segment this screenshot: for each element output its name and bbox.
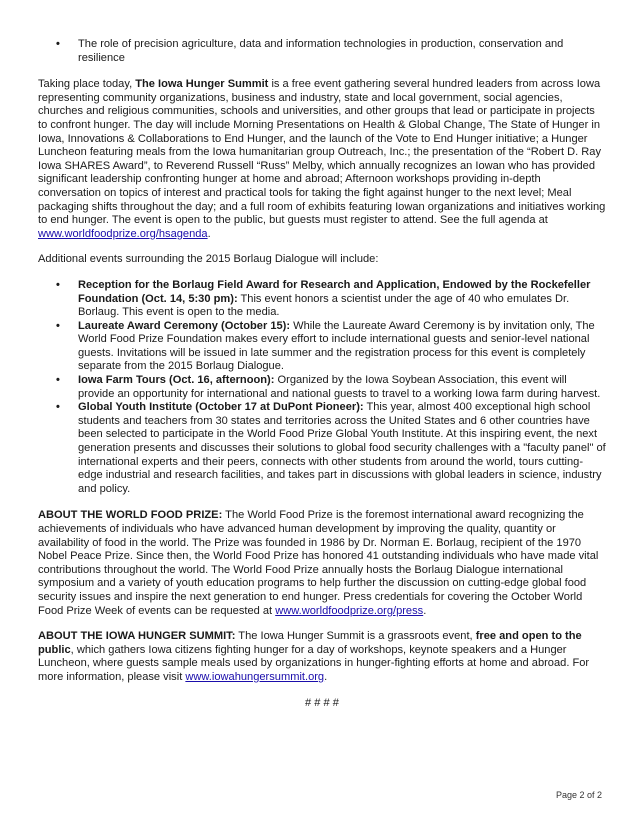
list-item: • The role of precision agriculture, data and information technologies in production, conservation and resilience — [56, 38, 564, 64]
bullet-icon: • — [56, 401, 60, 414]
bullet-icon: • — [56, 374, 60, 387]
event-item-farm-tours: • Iowa Farm Tours (Oct. 16, afternoon): Organized by the Iowa Soybean Association, this event will provide an opportunity for international and national guests to travel to a working Iowa farm during harvest. — [56, 374, 601, 400]
document-page — [38, 38, 606, 722]
bullet-icon: • — [56, 319, 60, 332]
hsagenda-link[interactable]: www.worldfoodprize.org/hsagenda — [38, 227, 208, 240]
event-item-borlaug-field-award: • Reception for the Borlaug Field Award for Research and Application, Endowed by the Rockefeller Foundation (Oct. 14, 5:30 pm): This event honors a scientist under the age of 40 who emulates Dr. Borlaug. This event is open to the media. — [56, 278, 591, 319]
page-number: Page 2 of 2 — [555, 790, 602, 800]
top-bullet-list — [38, 38, 606, 65]
about-ihs-heading: ABOUT THE IOWA HUNGER SUMMIT: — [38, 630, 236, 643]
press-link[interactable]: www.worldfoodprize.org/press — [275, 604, 424, 617]
bullet-icon: • — [56, 278, 60, 291]
iowahungersummit-link[interactable]: www.iowahungersummit.org — [185, 670, 325, 683]
bullet-icon: • — [56, 38, 60, 50]
about-iowa-hunger-summit: ABOUT THE IOWA HUNGER SUMMIT: The Iowa Hunger Summit is a grassroots event, free and open to the public, which gathers Iowa citizens fighting hunger for a day of workshops, keynote speakers and a Hunger Luncheon, where guests sample meals used by organizations in hunger-fighting efforts at home and abroad. For more information, please visit www.iowahungersummit.org. — [38, 630, 590, 683]
additional-intro: Additional events surrounding the 2015 Borlaug Dialogue will include: — [38, 253, 379, 266]
events-list — [38, 279, 606, 497]
event-item-youth-institute: • Global Youth Institute (October 17 at DuPont Pioneer): This year, almost 400 exceptional high school students and teachers from 30 states and territories across the United States and 6 other countries have been selected to participate in the World Food Prize Global Youth Institute. At this inspiring event, the next generation presents and discusses their solutions to global food security challenges with a "faculty panel" of international experts and their peers, connects with other students from around the world, tours cutting-edge industrial and research facilities, and takes part in discussions with global leaders in science, industry and policy. — [56, 401, 606, 495]
summit-paragraph: Taking place today, The Iowa Hunger Summit is a free event gathering several hundred leaders from across Iowa representing community organizations, business and industry, state and local government, social agencies, churches and religious communities, schools and universities, and other groups that lead or participate in projects to confront hunger. The day will include Morning Presentations on Health & Global Change, The State of Hunger in Iowa, Innovations & Collaborations to End Hunger, and the launch of the Vote to End Hunger initiative; a Hunger Luncheon featuring meals from the Iowa humanitarian group Outreach, Inc.; the presentation of the “Robert D. Ray Iowa SHARES Award”, to Reverend Russell “Russ” Melby, which annually recognizes an Iowan who has provided significant leadership confronting hunger at home and abroad; Afternoon workshops providing in-depth conversation on topics of interest and practical tools for taking the fight against hunger to the next level; Meal packaging shifts throughout the day; and a full room of exhibits featuring Iowan organizations and initiatives working to end hunger. The event is open to the public, but guests must register to attend. See the full agenda at www.worldfoodprize.org/hsagenda. — [38, 78, 606, 240]
end-marks: # # # # — [305, 696, 339, 709]
about-world-food-prize: ABOUT THE WORLD FOOD PRIZE: The World Food Prize is the foremost international award recognizing the achievements of individuals who have advanced human development by improving the quality, quantity or availability of food in the world. The Prize was founded in 1986 by Dr. Norman E. Borlaug, recipient of the 1970 Nobel Peace Prize. Since then, the World Food Prize has honored 41 outstanding individuals who have made vital contributions throughout the world. The World Food Prize annually hosts the Borlaug Dialogue international symposium and a variety of youth education programs to help further the discussion on cutting-edge global food security issues and inspire the next generation to end hunger. Press credentials for covering the October World Food Prize Week of events can be requested at www.worldfoodprize.org/press. — [38, 509, 599, 617]
event-item-laureate-ceremony: • Laureate Award Ceremony (October 15): While the Laureate Award Ceremony is by invitation only, The World Food Prize Foundation makes every effort to include international guests and senior-level national guests. Invitations will be issued in late summer and the registration process for this event is completely separate from the 2015 Borlaug Dialogue. — [56, 319, 595, 373]
about-wfp-heading: ABOUT THE WORLD FOOD PRIZE: — [38, 509, 223, 522]
summit-name: The Iowa Hunger Summit — [135, 78, 269, 91]
